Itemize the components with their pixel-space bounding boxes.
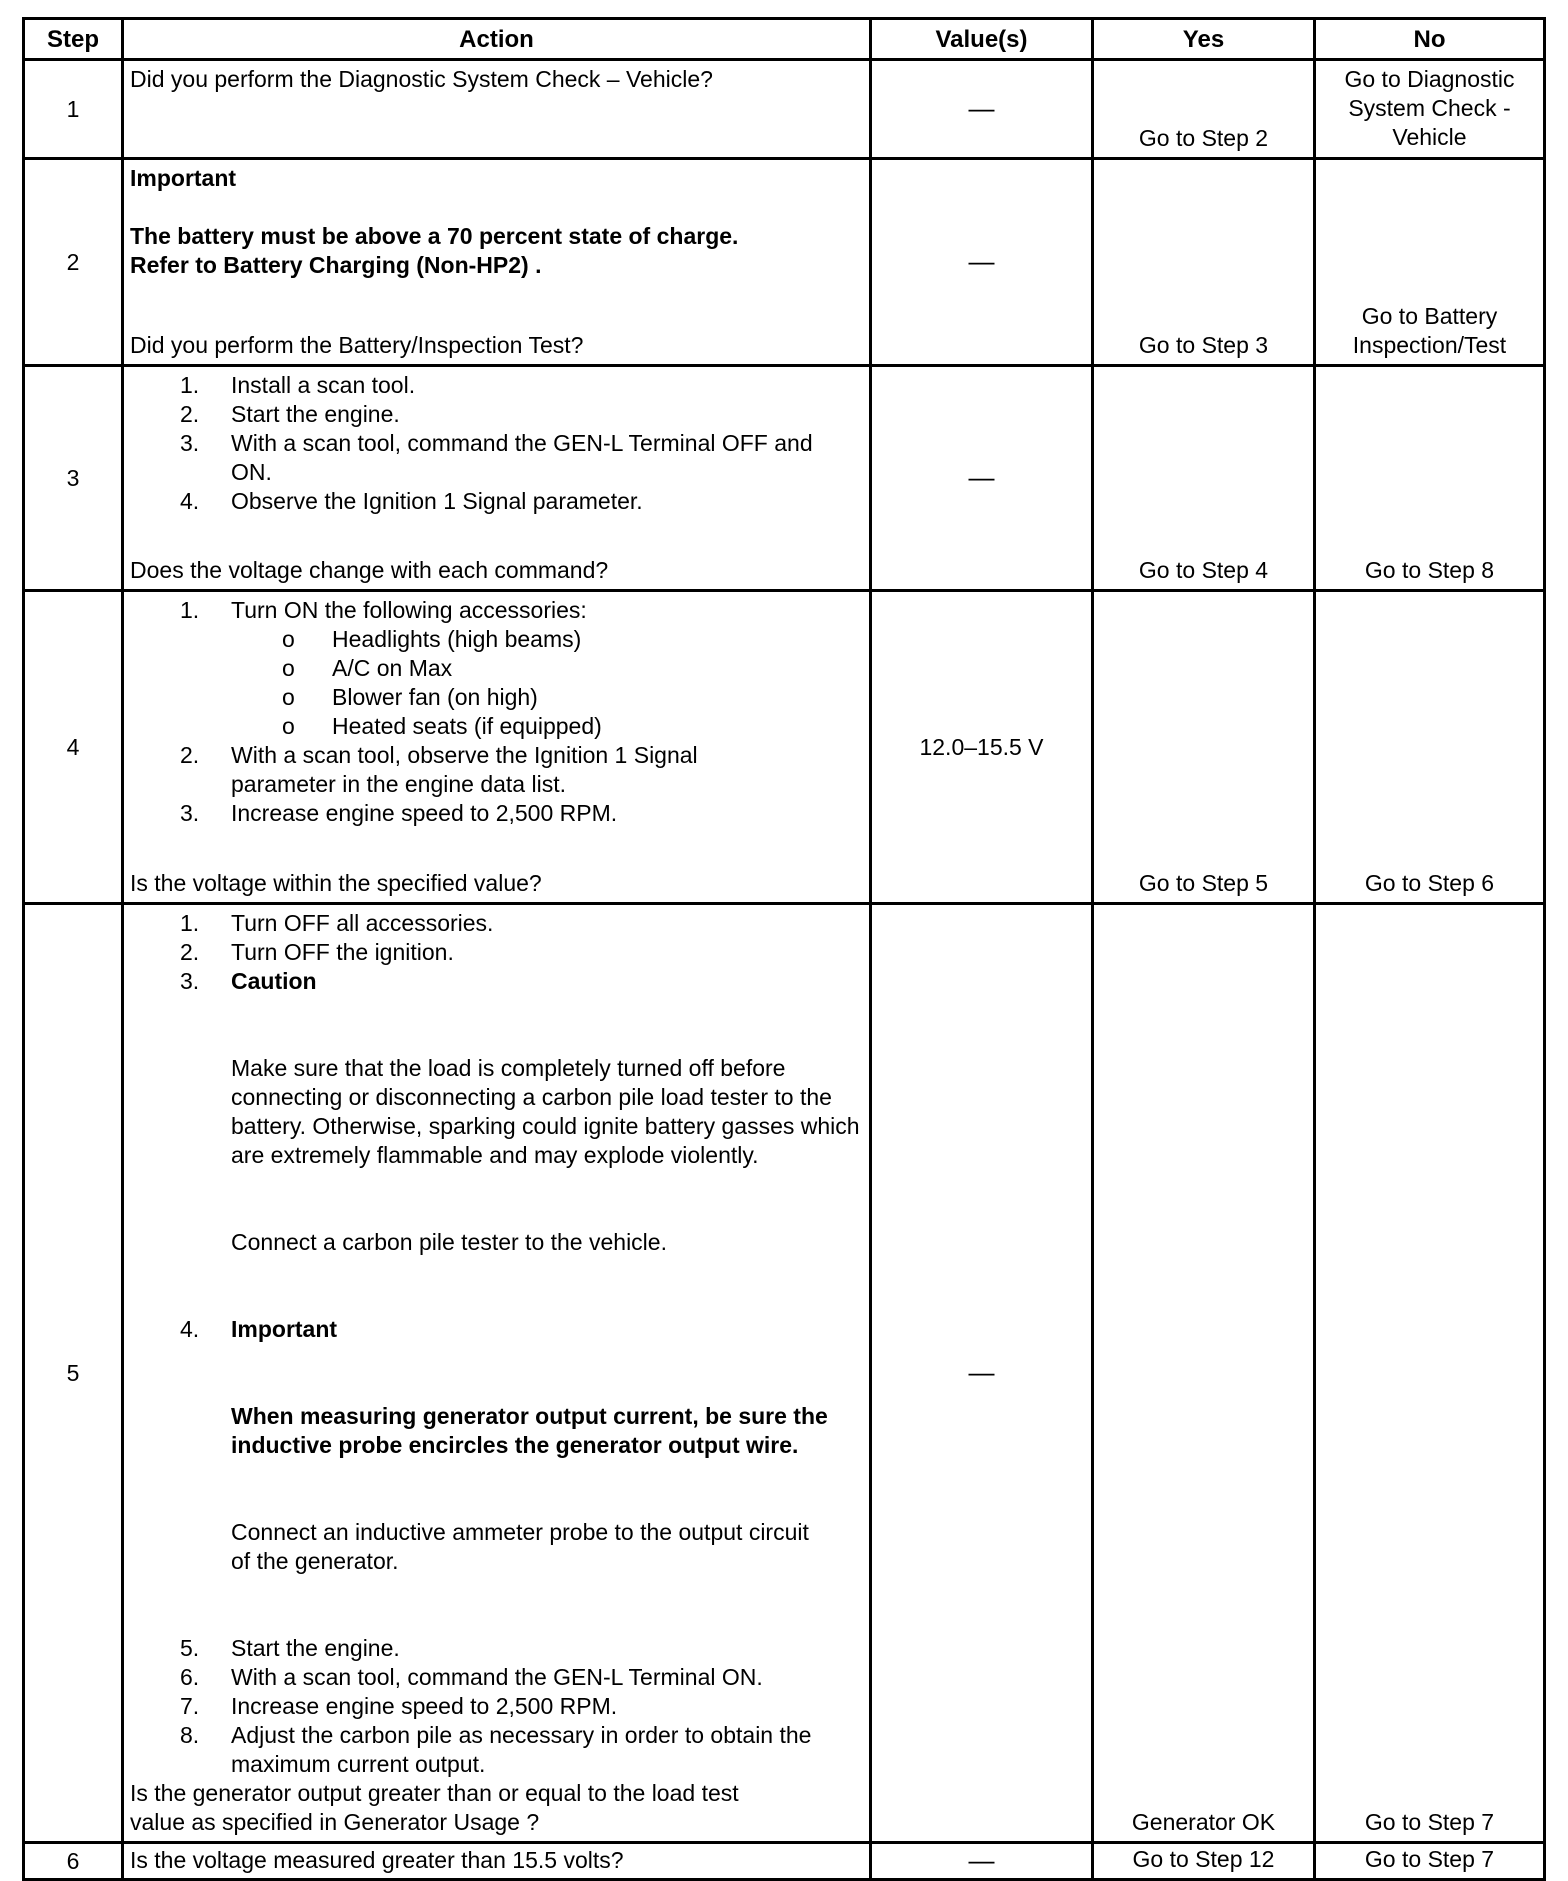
action-cell bbox=[123, 159, 871, 366]
yes-link[interactable]: Go to Step 4 bbox=[1093, 366, 1315, 591]
list-item: 1. Install a scan tool. bbox=[180, 372, 416, 398]
list-item: 4. Observe the Ignition 1 Signal parameter. bbox=[180, 488, 643, 514]
step-number: 5 bbox=[24, 904, 123, 1843]
table-row bbox=[24, 366, 1545, 591]
empty-value-dash: — bbox=[968, 462, 995, 492]
header-action: Action bbox=[123, 19, 871, 60]
no-link[interactable]: Go to Battery Inspection/Test bbox=[1315, 159, 1545, 366]
value-cell: 12.0–15.5 V bbox=[871, 591, 1093, 904]
table-row bbox=[24, 60, 1545, 159]
list-item: 2. Start the engine. bbox=[180, 401, 400, 427]
list-item: o Heated seats (if equipped) bbox=[282, 713, 602, 739]
procedure-list bbox=[130, 909, 863, 1779]
accessory-sublist bbox=[231, 625, 863, 741]
important-note-line1: The battery must be above a 70 percent state of charge. bbox=[130, 223, 739, 249]
caution-action: Connect a carbon pile tester to the vehicle. bbox=[231, 1229, 667, 1255]
table-row bbox=[24, 159, 1545, 366]
no-link[interactable]: Go to Diagnostic System Check - Vehicle bbox=[1315, 60, 1545, 159]
value-cell bbox=[871, 904, 1093, 1843]
empty-value-dash: — bbox=[968, 1845, 995, 1875]
list-item: 2. Turn OFF the ignition. bbox=[180, 939, 454, 965]
list-item: 7. Increase engine speed to 2,500 RPM. bbox=[180, 1693, 618, 1719]
yes-link[interactable]: Go to Step 5 bbox=[1093, 591, 1315, 904]
header-values: Value(s) bbox=[871, 19, 1093, 60]
step-number: 3 bbox=[24, 366, 123, 591]
no-link[interactable]: Go to Step 7 bbox=[1315, 1843, 1545, 1880]
important-heading: Important bbox=[130, 165, 237, 191]
step-number: 1 bbox=[24, 60, 123, 159]
list-item: 3. With a scan tool, command the GEN-L Terminal OFF and ON. bbox=[180, 430, 813, 485]
yes-link[interactable]: Go to Step 2 bbox=[1093, 60, 1315, 159]
action-question: Did you perform the Diagnostic System Check – Vehicle? bbox=[130, 66, 713, 92]
step-number: 6 bbox=[24, 1843, 123, 1880]
action-cell bbox=[123, 591, 871, 904]
diagnostic-table-sheet bbox=[22, 17, 1543, 1875]
action-cell bbox=[123, 904, 871, 1843]
value-cell bbox=[871, 366, 1093, 591]
action-cell bbox=[123, 366, 871, 591]
action-question: Is the voltage measured greater than 15.5 volts? bbox=[130, 1847, 624, 1873]
list-item: o A/C on Max bbox=[282, 655, 453, 681]
action-cell bbox=[123, 1843, 871, 1880]
diagnostic-table bbox=[22, 17, 1546, 1881]
list-item: 3. Increase engine speed to 2,500 RPM. bbox=[180, 800, 618, 826]
list-item: 4. Important When measuring generator output current, be sure the inductive probe encircles the generator output wire. Connect an inductive ammeter probe to the output circuit of the generator. bbox=[130, 1315, 863, 1634]
procedure-list bbox=[130, 596, 863, 828]
header-row bbox=[24, 19, 1545, 60]
header-step: Step bbox=[24, 19, 123, 60]
empty-value-dash: — bbox=[968, 93, 995, 123]
list-item: o Blower fan (on high) bbox=[282, 684, 538, 710]
list-item: o Headlights (high beams) bbox=[282, 626, 582, 652]
value-cell bbox=[871, 159, 1093, 366]
empty-value-dash: — bbox=[968, 1357, 995, 1387]
procedure-list bbox=[130, 371, 863, 516]
action-question: Is the generator output greater than or equal to the load test value as specified in Generator Usage ? bbox=[130, 1780, 739, 1835]
caution-heading: Caution bbox=[231, 968, 317, 994]
step-number: 4 bbox=[24, 591, 123, 904]
list-item: 8. Adjust the carbon pile as necessary in order to obtain the maximum current output. bbox=[180, 1722, 812, 1777]
value-cell bbox=[871, 60, 1093, 159]
important-action: Connect an inductive ammeter probe to the output circuit of the generator. bbox=[231, 1519, 809, 1574]
caution-text: Make sure that the load is completely turned off before connecting or disconnecting a carbon pile load tester to the battery. Otherwise, sparking could ignite battery gasses which are extremely flammable and may explode violently. bbox=[231, 1055, 860, 1168]
no-link[interactable]: Go to Step 8 bbox=[1315, 366, 1545, 591]
header-yes: Yes bbox=[1093, 19, 1315, 60]
list-item: 3. Caution Make sure that the load is completely turned off before connecting or disconnecting a carbon pile load tester to the battery. Otherwise, sparking could ignite battery gasses which are extremely flammable and may explode violently. Connect a carbon pile tester to the vehicle. bbox=[130, 967, 863, 1315]
action-question: Does the voltage change with each command? bbox=[130, 557, 609, 583]
important-note-line2[interactable]: Refer to Battery Charging (Non-HP2) . bbox=[130, 252, 542, 278]
no-link[interactable]: Go to Step 6 bbox=[1315, 591, 1545, 904]
header-no: No bbox=[1315, 19, 1545, 60]
yes-link[interactable]: Generator OK bbox=[1093, 904, 1315, 1843]
list-item: 2. With a scan tool, observe the Ignition 1 Signal parameter in the engine data list. bbox=[180, 742, 698, 797]
action-question: Did you perform the Battery/Inspection Test? bbox=[130, 332, 584, 358]
list-item: 1. Turn ON the following accessories: o Headlights (high beams) o A/C on Max o Blower fan (on high) o Heated seats (if equipped) bbox=[130, 596, 863, 741]
value-cell bbox=[871, 1843, 1093, 1880]
table-row bbox=[24, 1843, 1545, 1880]
list-item: 5. Start the engine. bbox=[180, 1635, 400, 1661]
empty-value-dash: — bbox=[968, 246, 995, 276]
list-item: 1. Turn OFF all accessories. bbox=[180, 910, 494, 936]
important-heading: Important bbox=[231, 1316, 338, 1342]
important-text: When measuring generator output current, be sure the inductive probe encircles the generator output wire. bbox=[231, 1403, 828, 1458]
list-item: 6. With a scan tool, command the GEN-L Terminal ON. bbox=[180, 1664, 763, 1690]
action-question: Is the voltage within the specified value? bbox=[130, 870, 542, 896]
yes-link[interactable]: Go to Step 3 bbox=[1093, 159, 1315, 366]
table-row bbox=[24, 904, 1545, 1843]
yes-link[interactable]: Go to Step 12 bbox=[1093, 1843, 1315, 1880]
step-number: 2 bbox=[24, 159, 123, 366]
table-row bbox=[24, 591, 1545, 904]
action-cell bbox=[123, 60, 871, 159]
no-link[interactable]: Go to Step 7 bbox=[1315, 904, 1545, 1843]
